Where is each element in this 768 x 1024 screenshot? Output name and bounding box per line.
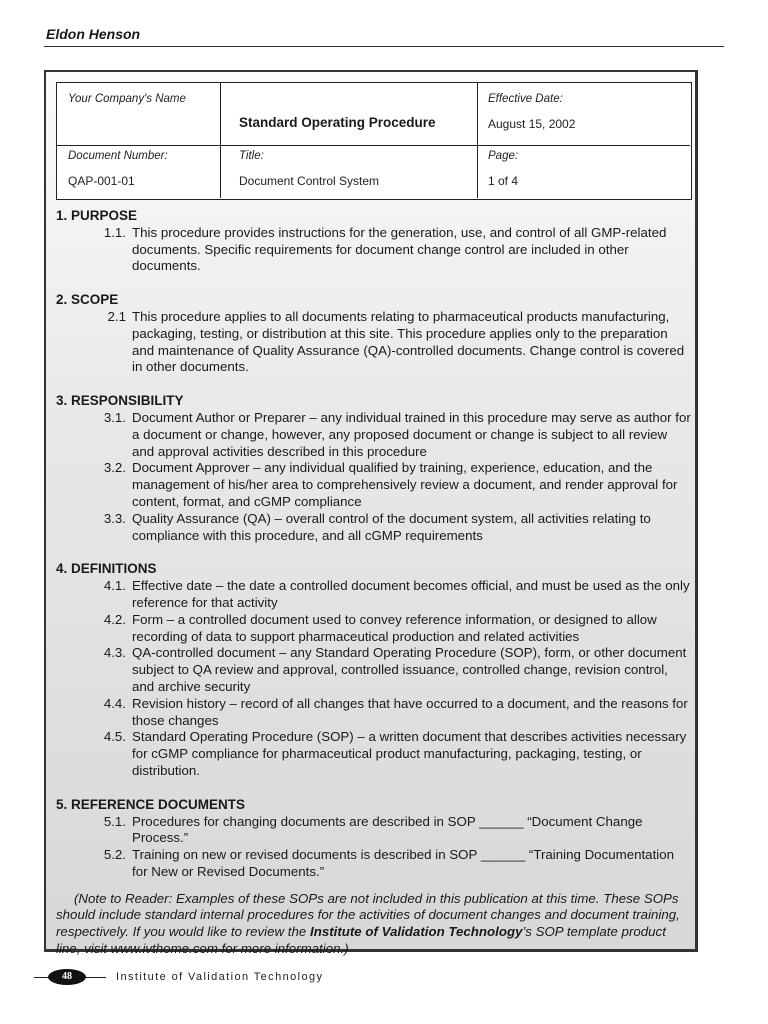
title-label: Title: (239, 150, 264, 162)
item-text: Training on new or revised documents is described in SOP ______ “Training Documentation for New or Revised Documents.” (132, 847, 675, 879)
item-number: 4.3. (103, 645, 126, 661)
item-number: 2.1 (107, 308, 126, 324)
list-item (56, 225, 692, 275)
note-text-2: ’s SOP template product line, visit www.ivthome.com for more information.) (56, 924, 666, 957)
page-label: Page: (488, 150, 519, 162)
list-item (56, 847, 692, 881)
item-number: 4.5. (103, 729, 126, 745)
item-text: Document Author or Preparer – any individual trained in this procedure may serve as author for a document or change, however, any proposed document or change is subject to all review and approval activities described in this procedure (132, 409, 691, 459)
sop-header-table (56, 82, 692, 200)
sop-body (56, 208, 692, 971)
author-name: Eldon Henson (46, 26, 141, 42)
section-heading-purpose: 1. PURPOSE (56, 208, 138, 223)
sop-frame (44, 70, 698, 957)
item-number: 4.4. (103, 695, 126, 711)
row-divider (57, 145, 690, 146)
section-heading-references: 5. REFERENCE DOCUMENTS (56, 796, 246, 812)
item-text: This procedure provides instructions for the generation, use, and control of all GMP-related documents. Specific requirements for document change control are included in other documents. (132, 224, 667, 274)
item-text: This procedure applies to all documents relating to pharmaceutical products manufacturing, packaging, testing, or distribution at this site. This procedure applies only to the preparation and maintenance of Quality Assurance (QA)-controlled documents. Change control is covered in other documents. (132, 308, 685, 375)
section-heading-responsibility: 3. RESPONSIBILITY (56, 393, 184, 409)
item-number: 5.1. (103, 813, 126, 829)
list-item (56, 814, 692, 848)
footer-institute: Institute of Validation Technology (116, 971, 324, 983)
item-number: 3.1. (103, 409, 126, 425)
note-institute-name: Institute of Validation Technology (310, 924, 523, 940)
item-text: Revision history – record of all changes that have occurred to a document, and the reasons for those changes (132, 695, 688, 728)
divider-2 (477, 83, 478, 198)
item-number: 3.2. (103, 460, 126, 476)
divider-1 (220, 83, 221, 198)
item-text: Procedures for changing documents are described in SOP ______ “Document Change Process.” (132, 813, 643, 846)
item-number: 1.1. (103, 224, 126, 240)
section-heading-scope: 2. SCOPE (56, 292, 119, 308)
item-text: Document Approver – any individual qualified by training, experience, education, and the management of his/her area to comprehensively review a document, and render approval for content, format, and cGMP compliance (132, 460, 678, 509)
item-text: Quality Assurance (QA) – overall control of the document system, all activities relating to compliance with this procedure, and all cGMP requirements (132, 510, 651, 543)
page-value: 1 of 4 (488, 174, 519, 188)
item-number: 4.2. (103, 611, 126, 627)
item-number: 3.3. (103, 510, 126, 526)
sop-title: Standard Operating Procedure (239, 115, 436, 130)
list-item (56, 460, 692, 510)
item-text: QA-controlled document – any Standard Operating Procedure (SOP), form, or other document subject to QA review and approval, controlled issuance, controlled change, revision control, and archive security (132, 645, 687, 694)
document-number-value: QAP-001-01 (68, 174, 135, 188)
list-item (56, 511, 692, 545)
company-name-label: Your Company's Name (68, 93, 186, 105)
item-text: Standard Operating Procedure (SOP) – a written document that describes activities necessary for cGMP compliance for pharmaceutical product manufacturing, packaging, testing, or distribution. (132, 729, 687, 778)
list-item (56, 729, 692, 779)
section-heading-definitions: 4. DEFINITIONS (56, 561, 157, 577)
item-number: 5.2. (103, 847, 126, 863)
document-number-label: Document Number: (68, 150, 168, 162)
page-footer (34, 968, 734, 988)
note-text-1: (Note to Reader: Examples of these SOPs are not included in this publication at this time. These SOPs should include standard internal procedures for the activities of document changes and document training, respectively. If you would like to review the (56, 890, 680, 940)
list-item (56, 309, 692, 376)
item-text: Effective date – the date a controlled document becomes official, and must be used as the only reference for that activity (132, 578, 690, 610)
list-item (56, 696, 692, 730)
header-rule (44, 46, 724, 47)
list-item (56, 410, 692, 460)
list-item (56, 578, 692, 612)
title-value: Document Control System (239, 174, 380, 188)
effective-date-value: August 15, 2002 (488, 117, 576, 131)
note-to-reader (56, 891, 692, 958)
list-item (56, 612, 692, 646)
page-number-badge: 48 (48, 969, 86, 985)
list-item (56, 645, 692, 695)
effective-date-label: Effective Date: (488, 93, 563, 105)
item-text: Form – a controlled document used to convey reference information, or designed to allow recording of data to support pharmaceutical production and related activities (132, 611, 657, 644)
item-number: 4.1. (103, 578, 126, 594)
